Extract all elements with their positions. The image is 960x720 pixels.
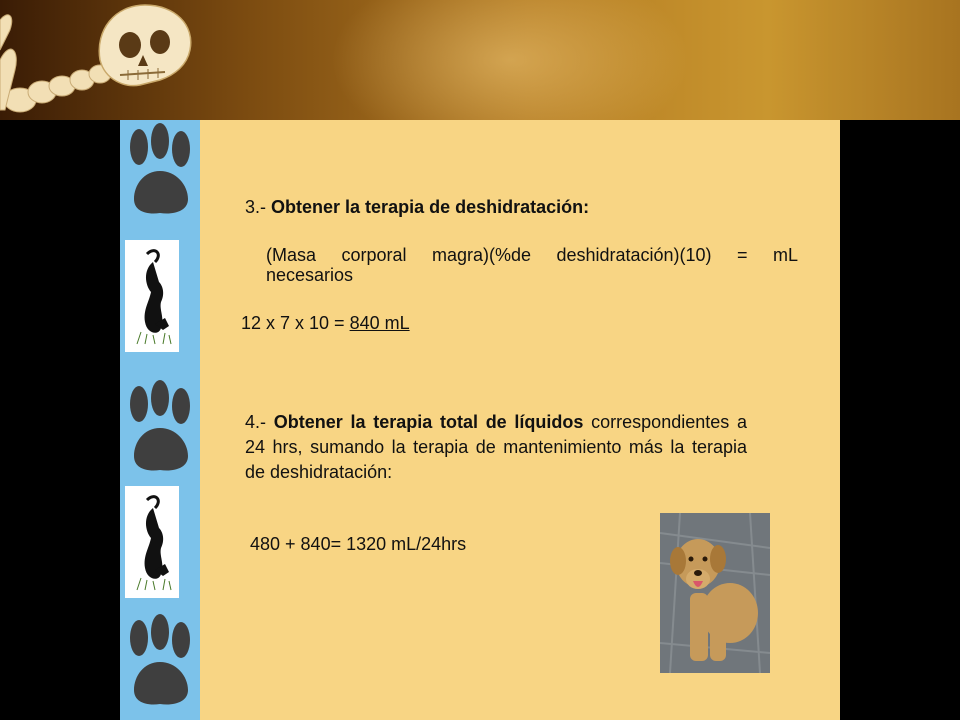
header-banner — [0, 0, 960, 120]
section4-number: 4.- — [245, 412, 267, 432]
section4-line1 — [245, 410, 747, 435]
cat-image-card — [125, 486, 179, 598]
section3-title: Obtener la terapia de deshidratación: — [271, 197, 590, 217]
section4-line3: de deshidratación: — [245, 462, 393, 482]
paw-print-icon — [126, 614, 194, 706]
slide-content — [120, 120, 840, 720]
section3-number: 3.- — [245, 197, 267, 217]
section3-formula-line2: necesarios — [266, 265, 354, 285]
black-cat-icon — [125, 486, 179, 598]
section3-calc-prefix: 12 x 7 x 10 = — [241, 313, 350, 333]
decorative-side-strip — [120, 120, 200, 720]
black-cat-icon — [125, 240, 179, 352]
section3-heading — [245, 196, 589, 219]
section3-calc-result: 840 mL — [349, 313, 410, 333]
section3-calculation — [241, 312, 410, 335]
skull-icon — [0, 0, 240, 120]
section4-paragraph — [245, 410, 747, 485]
banner-glow — [330, 0, 690, 120]
section3-formula-line1: (Masa corporal magra)(%de deshidratación)(10) = mL — [266, 245, 798, 265]
dog-image — [660, 513, 770, 673]
cat-image-card — [125, 240, 179, 352]
dog-photo — [660, 513, 770, 673]
paw-print-icon — [126, 123, 194, 215]
section4-line2: 24 hrs, sumando la terapia de mantenimiento más la terapia — [245, 437, 747, 457]
section4-calculation: 480 + 840= 1320 mL/24hrs — [250, 534, 467, 554]
section4-line1-rest: correspondientes a — [591, 412, 747, 432]
section4-title: Obtener la terapia total de líquidos — [273, 412, 584, 432]
paw-print-icon — [126, 380, 194, 472]
